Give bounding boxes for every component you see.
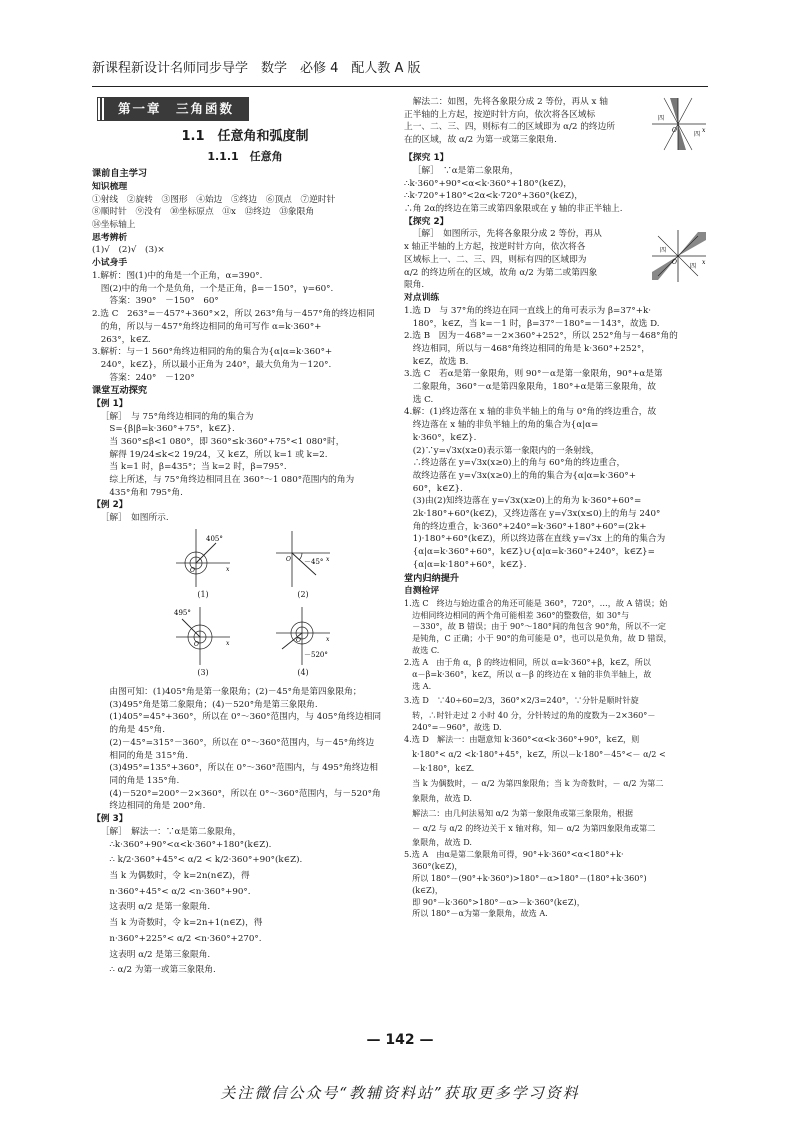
zice-block <box>404 598 708 920</box>
svg-text:O: O <box>296 637 301 645</box>
explore-1-body <box>404 165 708 216</box>
text-line: 即 90°－k·360°>180°－α>－k·360°(k∈Z)， <box>404 896 585 907</box>
svg-text:x: x <box>702 259 706 267</box>
figure-caption: (3) <box>197 668 209 678</box>
text-line: 故选 C. <box>404 645 440 656</box>
text-line: ∴ α/2 为第一或第三象限角. <box>109 965 216 976</box>
text-line: 4.解：(1)终边落在 x 轴的非负半轴上的角与 0°角的终边重合，故 <box>404 407 657 418</box>
chapter-title: 第一章 三角函数 <box>98 98 248 120</box>
zhishi-answers <box>92 194 398 232</box>
text-line: ∴k·720°+180°<2α<k·720°+360°(k∈Z)， <box>404 191 583 202</box>
text-line: 终边相同，所以与－468°角终边相同的角是 k·360°+252°， <box>404 343 650 354</box>
text-line: 是钝角，C 正确；小于 90°的角可能是 0°，也可以是负角，故 D 错误， <box>404 633 672 644</box>
axes-diagram <box>172 605 234 667</box>
example-1-body <box>92 411 398 500</box>
text-line: ［解］ ∵α是第二象限角， <box>412 165 519 176</box>
text-line: 答案：390° －150° 60° <box>109 296 219 307</box>
text-line: 上一、二、三、四，则标有二的区域即为 α/2 的终边所 <box>404 122 615 133</box>
text-line: 的角是 45°角. <box>109 725 166 736</box>
text-line: 解得 19/24≤k<2 19/24，又 k∈Z，所以 k=1 或 k=2. <box>109 449 328 460</box>
heading-duidian: 对点训练 <box>404 292 440 303</box>
text-line: 角的终边重合，k·360°+240°=k·360°+180°+60°=(2k+ <box>404 521 647 532</box>
text-line: ∴终边落在 y=√3x(x≥0)上的角与 60°角的终边重合， <box>404 458 626 469</box>
text-line: 同的角是 135°角. <box>109 775 180 786</box>
angle-label: 405° <box>206 535 223 544</box>
angle-label: －45° <box>304 558 324 567</box>
svg-text:四: 四 <box>690 263 697 271</box>
text-line: 当 k 为偶数时，令 k=2n(n∈Z)，得 <box>109 870 250 881</box>
text-line: 边相同终边相同的两个角可能相差 360°的整数倍，如 30°与 <box>404 609 630 620</box>
svg-text:四: 四 <box>658 115 665 122</box>
text-line: 当 k=1 时，β=435°；当 k=2 时，β=795°. <box>109 462 287 473</box>
left-column <box>92 96 398 980</box>
page-header <box>92 52 708 87</box>
text-line: (2)－45°=315°－360°，所以在 0°～360°范围内，与－45°角终边 <box>109 737 375 748</box>
text-line: 当 360°≤β<1 080°，即 360°≤k·360°+75°<1 080°时， <box>109 436 345 447</box>
angle-figure-4 <box>272 605 334 678</box>
text-line: α/2 的终边所在的区域，故角 α/2 为第二或第四象 <box>404 267 598 278</box>
text-line: S={β|β=k·360°+75°，k∈Z}. <box>109 424 235 435</box>
quadrant-figure-1 <box>650 96 708 152</box>
text-line: 2.选 A 由于角 α，β 的终边相同，所以 α=k·360°+β，k∈Z，所以 <box>404 656 651 667</box>
text-line: (2)∵y=√3x(x≥0)表示第一象限内的一条射线， <box>404 445 600 456</box>
text-line: 解法二：如图，先将各象限分成 2 等份，再从 x 轴 <box>412 97 608 107</box>
text-line: 1.选 D 与 37°角的终边在同一直线上的角可表示为 β=37°+k· <box>404 305 652 316</box>
angle-figures <box>92 527 398 682</box>
text-line: 答案：240° －120° <box>109 372 195 383</box>
figure-caption: (4) <box>297 668 309 678</box>
example-2-intro: ［解］ 如图所示. <box>100 513 169 524</box>
text-line: 240°=－960°，故选 D. <box>404 721 502 732</box>
text-line: 由图可知：(1)405°角是第一象限角；(2)－45°角是第四象限角； <box>109 687 362 698</box>
right-column <box>404 96 708 920</box>
svg-text:x: x <box>226 566 230 574</box>
svg-text:O: O <box>286 556 291 564</box>
answer-line: ⑧顺时针 ⑨没有 ⑩坐标原点 ⑪x ⑫终边 ⑬象限角 <box>92 207 315 218</box>
text-line: (1)405°=45°+360°，所以在 0°～360°范围内，与 405°角终边相同 <box>109 712 382 723</box>
text-line: (3)495°角是第二象限角；(4)－520°角是第三象限角. <box>109 699 318 710</box>
text-line: －330°，故 B 错误；由于 90°～180°间的角包含 90°角，所以不一定 <box>404 621 666 632</box>
page-number: — 142 — <box>366 1032 434 1048</box>
axes-diagram <box>172 527 234 589</box>
text-line: －k·180°，k∈Z. <box>404 763 475 774</box>
text-line: 当 k 为奇数时，令 k=2n+1(n∈Z)，得 <box>109 918 263 929</box>
subsection-title: 1.1.1 任意角 <box>207 150 283 164</box>
example-3-body <box>92 826 398 977</box>
text-line: {α|α=k·360°+60°，k∈Z}∪{α|α=k·360°+240°，k∈Z}= <box>404 547 655 558</box>
text-line: α－β=k·360°，k∈Z，所以 α－β 的终边在 x 轴的非负半轴上，故 <box>404 668 652 679</box>
text-line: k·360°，k∈Z}. <box>404 432 477 443</box>
text-line: 故终边落在 y=√3x(x≥0)上的角的集合为{α|α=k·360°+ <box>404 470 637 481</box>
figure-caption: (1) <box>197 590 209 600</box>
quadrant-diagram <box>650 96 708 152</box>
svg-text:x: x <box>326 636 330 644</box>
text-line: ∴k·360°+90°<α<k·360°+180°(k∈Z). <box>109 839 272 850</box>
quadrant-diagram <box>650 228 708 284</box>
svg-text:O: O <box>672 127 677 134</box>
svg-text:x: x <box>226 640 230 648</box>
text-line: 正半轴的上方起，按逆时针方向，依次将各区域标 <box>404 109 596 120</box>
text-line: 4.选 D 解法一：由题意知 k·360°<α<k·360°+90°，k∈Z，则 <box>404 733 640 744</box>
text-line: 1)·180°+60°(k∈Z)，所以终边落在直线 y=√3x 上的角的集合为 <box>404 534 666 545</box>
text-line: k∈Z，故选 B. <box>404 356 469 367</box>
example-1-tag: 【例 1】 <box>92 398 128 409</box>
heading-ketang: 课堂互动探究 <box>92 385 148 397</box>
text-line: (k∈Z)， <box>404 884 444 895</box>
sikao-answer: (1)√ (2)√ (3)× <box>92 245 165 256</box>
text-line: 1.解析：图(1)中的角是一个正角，α=390°. <box>92 270 263 281</box>
text-line: 选 A. <box>404 680 432 691</box>
text-line: 1.选 C 终边与始边重合的角还可能是 360°，720°，…，故 A 错误；始 <box>404 597 668 608</box>
text-line: 象限角，故选 D. <box>404 793 473 804</box>
svg-text:O: O <box>194 641 199 649</box>
text-line: 相同的角是 315°角. <box>109 750 188 761</box>
text-line: 在的区域，故 α/2 为第一或第三象限角. <box>404 135 557 146</box>
text-line: ［解］ 解法一：∵α是第二象限角， <box>100 826 242 837</box>
text-line: 3.选 C 若α是第一象限角，则 90°－α是第一象限角，90°+α是第 <box>404 369 663 380</box>
text-line: 所以 180°－α为第一象限角，故选 A. <box>404 908 548 919</box>
heading-zice: 自测检评 <box>404 586 440 596</box>
text-line: (3)由(2)知终边落在 y=√3x(x≥0)上的角为 k·360°+60°= <box>404 496 642 507</box>
text-line: 3.选 D ∵40÷60=2/3，360°×2/3=240°，∵分针是顺时针旋 <box>404 695 639 706</box>
svg-text:O: O <box>190 567 195 575</box>
header-title: 新课程新设计名师同步导学 数学 必修 4 配人教 A 版 <box>92 61 421 76</box>
xiaoshi-block <box>92 270 398 384</box>
footer-note: 关注微信公众号“教辅资料站”获取更多学习资料 <box>220 1084 580 1102</box>
text-line: 二象限角，360°－α是第四象限角，180°+α是第三象限角，故 <box>404 382 656 393</box>
angle-label: －520° <box>304 651 328 660</box>
text-line: 360°(k∈Z)， <box>404 861 463 872</box>
text-line: 263°，k∈Z. <box>92 334 151 345</box>
explore-2-tag: 【探究 2】 <box>404 216 449 227</box>
text-line: 这表明 α/2 是第一象限角. <box>109 902 211 913</box>
text-line: x 轴正半轴的上方起，按逆时针方向，依次将各 <box>404 242 586 253</box>
text-line: 2k·180°+60°(k∈Z)，又终边落在 y=√3x(x≤0)上的角与 240° <box>404 509 661 520</box>
svg-text:x: x <box>702 127 706 134</box>
text-line: k·180°< α/2 <k·180°+45°，k∈Z，所以－k·180°－45°<－ α/2 < <box>404 748 666 759</box>
text-line: n·360°+45°< α/2 <n·360°+90°. <box>109 886 251 897</box>
quadrant-figure-2 <box>650 228 708 284</box>
text-line: ∴k·360°+90°<α<k·360°+180°(k∈Z)， <box>404 178 572 189</box>
duidian-block <box>404 305 708 572</box>
svg-text:x: x <box>326 556 330 564</box>
heading-tangnei: 堂内归纳提升 <box>404 572 460 584</box>
answer-line: ①射线 ②旋转 ③图形 ④始边 ⑤终边 ⑥顶点 ⑦逆时针 <box>92 194 336 205</box>
heading-sikao: 思考辨析 <box>92 232 128 243</box>
text-line: n·360°+225°< α/2 <n·360°+270°. <box>109 933 262 944</box>
text-line: 当 k 为偶数时，－ α/2 为第四象限角；当 k 为奇数时，－ α/2 为第二 <box>404 778 664 789</box>
axes-diagram <box>272 605 334 667</box>
text-line: 2.选 B 因为－468°=－2×360°+252°，所以 252°角与－468°角的 <box>404 331 678 342</box>
heading-xiaoshi: 小试身手 <box>92 258 128 269</box>
angle-figure-2 <box>272 527 334 600</box>
text-line: 终边落在 x 轴的非负半轴上的角的集合为{α|α= <box>404 420 599 431</box>
heading-zizhu: 课前自主学习 <box>92 168 148 180</box>
text-line: 象限角，故选 D. <box>404 837 473 848</box>
text-line: 240°，k∈Z}，所以最小正角为 240°，最大负角为－120°. <box>92 359 332 370</box>
text-line: ［解］ 与 75°角终边相同的角的集合为 <box>100 411 254 422</box>
example-2-tag: 【例 2】 <box>92 500 128 511</box>
svg-text:四: 四 <box>694 131 701 138</box>
angle-label: 495° <box>174 609 191 618</box>
text-line: 所以 180°－(90°+k·360°)>180°－α>180°－(180°+k·360°) <box>404 872 647 883</box>
section-title: 1.1 任意角和弧度制 <box>181 129 309 145</box>
text-line: 60°，k∈Z}. <box>404 483 463 494</box>
explore-1-tag: 【探究 1】 <box>404 153 449 163</box>
text-line: 终边相同的角是 200°角. <box>109 801 206 812</box>
text-line: {α|α=k·180°+60°，k∈Z}. <box>404 559 527 570</box>
text-line: 限角. <box>404 280 425 291</box>
text-line: (3)495°=135°+360°，所以在 0°～360°范围内，与 495°角终边相 <box>109 763 378 774</box>
text-line: 这表明 α/2 是第三象限角. <box>109 949 211 960</box>
text-line: 的角，所以与－457°角终边相同的角可写作 α=k·360°+ <box>92 321 322 332</box>
text-line: ∴ k/2·360°+45°< α/2 < k/2·360°+90°(k∈Z). <box>109 855 303 866</box>
text-line: 综上所述，与 75°角终边相同且在 360°～1 080°范围内的角为 <box>109 475 355 486</box>
text-line: 图(2)中的角一个是负角，一个是正角，β=－150°，γ=60°. <box>92 283 334 294</box>
text-line: 解法二：由几何法易知 α/2 为第一象限角或第三象限角，根据 <box>404 807 633 818</box>
text-line: 2.选 C 263°=－457°+360°×2，所以 263°角与－457°角的终边相同 <box>92 309 375 320</box>
example-2-body <box>92 686 398 813</box>
figure-caption: (2) <box>297 590 309 600</box>
text-line: － α/2 与 α/2 的终边关于 x 轴对称，知－ α/2 为第四象限角或第二 <box>404 822 656 833</box>
svg-text:四: 四 <box>660 247 667 255</box>
text-line: ∴角 2α的终边在第三或第四象限或在 y 轴的非正半轴上. <box>404 203 623 214</box>
text-line: 3.解析：与－1 560°角终边相同的角的集合为{α|α=k·360°+ <box>92 347 333 358</box>
answer-line: ⑭坐标轴上 <box>92 219 136 230</box>
text-line: 选 C. <box>404 394 434 405</box>
text-line: 转，∴时针走过 2 小时 40 分，分针转过的角的度数为－2×360°－ <box>404 710 656 721</box>
svg-text:O: O <box>672 259 677 267</box>
text-line: (4)－520°=200°－2×360°，所以在 0°～360°范围内，与－520°角 <box>109 788 381 799</box>
angle-figure-1 <box>172 527 234 600</box>
text-line: 180°，k∈Z，当 k=－1 时，β=37°－180°=－143°，故选 D. <box>404 318 660 329</box>
text-line: 5.选 A 由α是第二象限角可得，90°+k·360°<α<180°+k· <box>404 849 624 860</box>
example-3-tag: 【例 3】 <box>92 814 128 825</box>
text-line: ［解］ 如图所示，先将各象限分成 2 等份，再从 <box>412 229 602 240</box>
angle-figure-3 <box>172 605 234 678</box>
text-line: 区域标上一、二、三、四，则标有四的区域即为 <box>404 254 587 265</box>
heading-zhishi: 知识梳理 <box>92 181 128 192</box>
axes-diagram <box>272 527 334 589</box>
text-line: 435°角和 795°角. <box>109 487 183 498</box>
